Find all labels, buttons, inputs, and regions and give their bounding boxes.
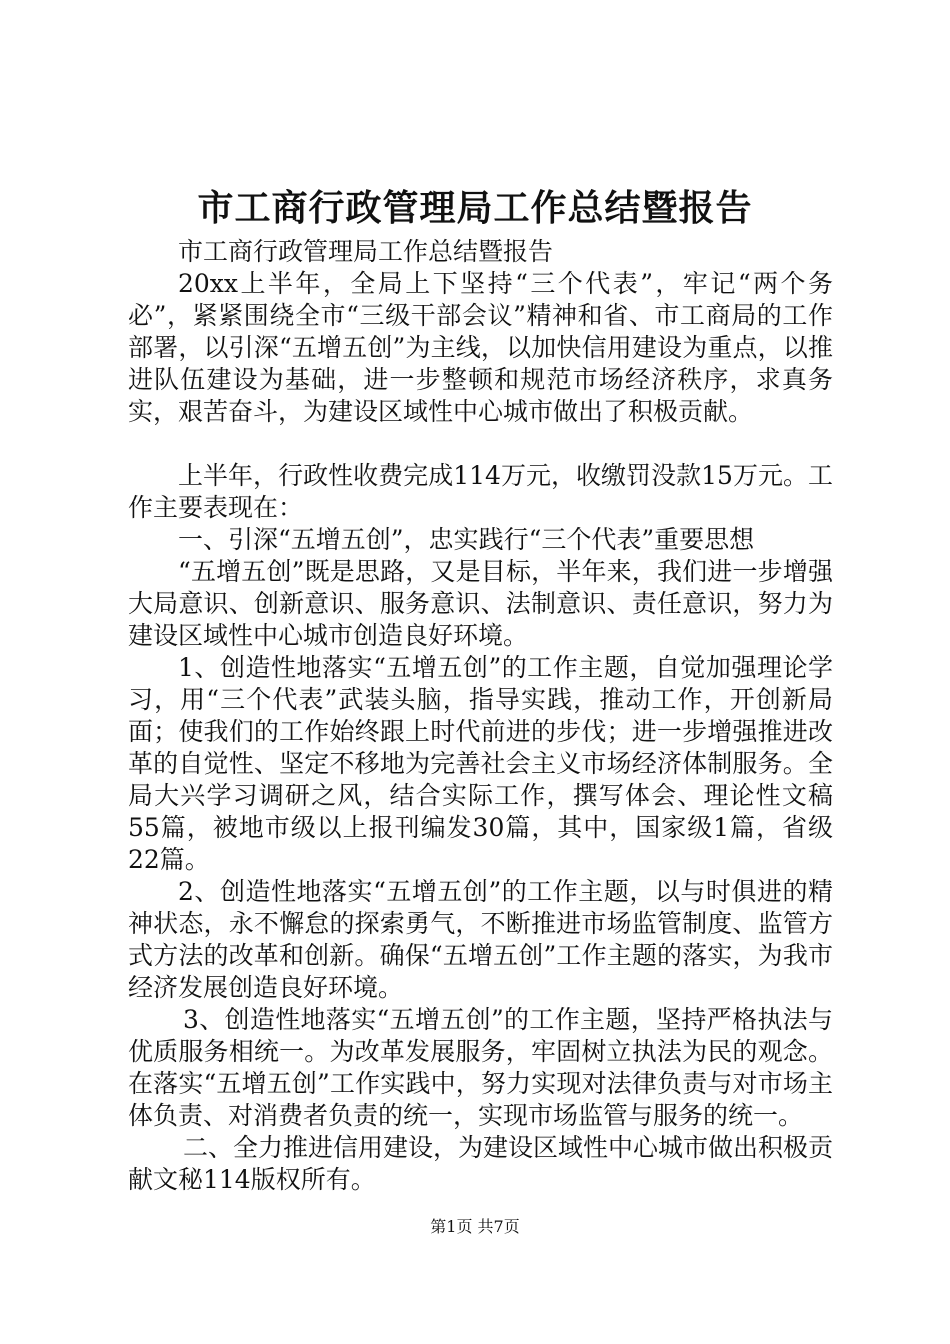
paragraph-intro: 20xx上半年，全局上下坚持“三个代表”，牢记“两个务必”，紧紧围绕全市“三级干部会议”精神和省、市工商局的工作部署，以引深“五增五创”为主线，以加快信用建设为重点，以推进队伍建设为基础，进一步整顿和规范市场经济秩序，求真务实，艰苦奋斗，为建设区域性中心城市做出了积极贡献。	[128, 269, 833, 426]
paragraph-item-1: 1、创造性地落实“五增五创”的工作主题，自觉加强理论学习，用“三个代表”武装头脑，指导实践，推动工作，开创新局面；使我们的工作始终跟上时代前进的步伐；进一步增强推进改革的自觉性、坚定不移地为完善社会主义市场经济体制服务。全局大兴学习调研之风，结合实际工作，撰写体会、理论性文稿55篇，被地市级以上报刊编发30篇，其中，国家级1篇，省级22篇。	[128, 653, 833, 874]
section-heading-one: 一、引深“五增五创”，忠实践行“三个代表”重要思想	[178, 525, 755, 554]
section-heading-two: 二、全力推进信用建设，为建设区域性中心城市做出积极贡献文秘114版权所有。	[128, 1133, 834, 1194]
document-body	[128, 236, 833, 1196]
paragraph-item-3: 3、创造性地落实“五增五创”的工作主题，坚持严格执法与优质服务相统一。为改革发展服务，牢固树立执法为民的观念。在落实“五增五创”工作实践中，努力实现对法律负责与对市场主体负责、对消费者负责的统一，实现市场监管与服务的统一。	[128, 1005, 833, 1130]
paragraph-wuzeng: “五增五创”既是思路，又是目标，半年来，我们进一步增强大局意识、创新意识、服务意识、法制意识、责任意识，努力为建设区域性中心城市创造良好环境。	[128, 557, 833, 650]
paragraph-item-2: 2、创造性地落实“五增五创”的工作主题，以与时俱进的精神状态，永不懈怠的探索勇气，不断推进市场监管制度、监管方式方法的改革和创新。确保“五增五创”工作主题的落实，为我市经济发展创造良好环境。	[128, 877, 833, 1002]
document-title: 市工商行政管理局工作总结暨报告	[197, 187, 753, 229]
paragraph-revenue: 上半年，行政性收费完成114万元，收缴罚没款15万元。工作主要表现在：	[128, 461, 833, 522]
paragraph-subtitle: 市工商行政管理局工作总结暨报告	[178, 237, 554, 266]
page-footer: 第1页 共7页	[430, 1217, 520, 1236]
